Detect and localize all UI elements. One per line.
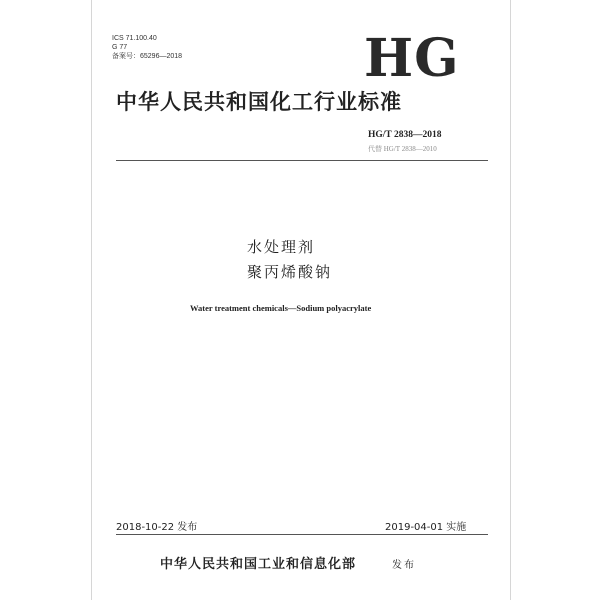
hg-logo: HG xyxy=(364,28,460,89)
issue-label: 发布 xyxy=(392,560,416,571)
standard-cover-page xyxy=(91,0,511,600)
footer-divider xyxy=(116,534,488,535)
implement-date: 2019-04-01 实施 xyxy=(385,522,467,533)
document-title-line1: 水处理剂 xyxy=(247,238,316,256)
record-number: 备案号：65296—2018 xyxy=(112,53,183,60)
issuing-authority: 中华人民共和国工业和信息化部 xyxy=(160,557,357,572)
replaces-standard: 代替 HG/T 2838—2010 xyxy=(368,145,437,153)
ics-number: ICS 71.100.40 xyxy=(112,35,157,42)
publish-date: 2018-10-22 发布 xyxy=(116,522,198,533)
ccs-number: G 77 xyxy=(112,44,128,51)
document-title-english: Water treatment chemicals—Sodium polyacrylate xyxy=(190,303,372,313)
standard-category-title: 中华人民共和国化工行业标准 xyxy=(116,89,402,114)
standard-code: HG/T 2838—2018 xyxy=(368,130,442,140)
header-divider xyxy=(116,160,488,161)
document-title-line2: 聚丙烯酸钠 xyxy=(247,263,333,281)
